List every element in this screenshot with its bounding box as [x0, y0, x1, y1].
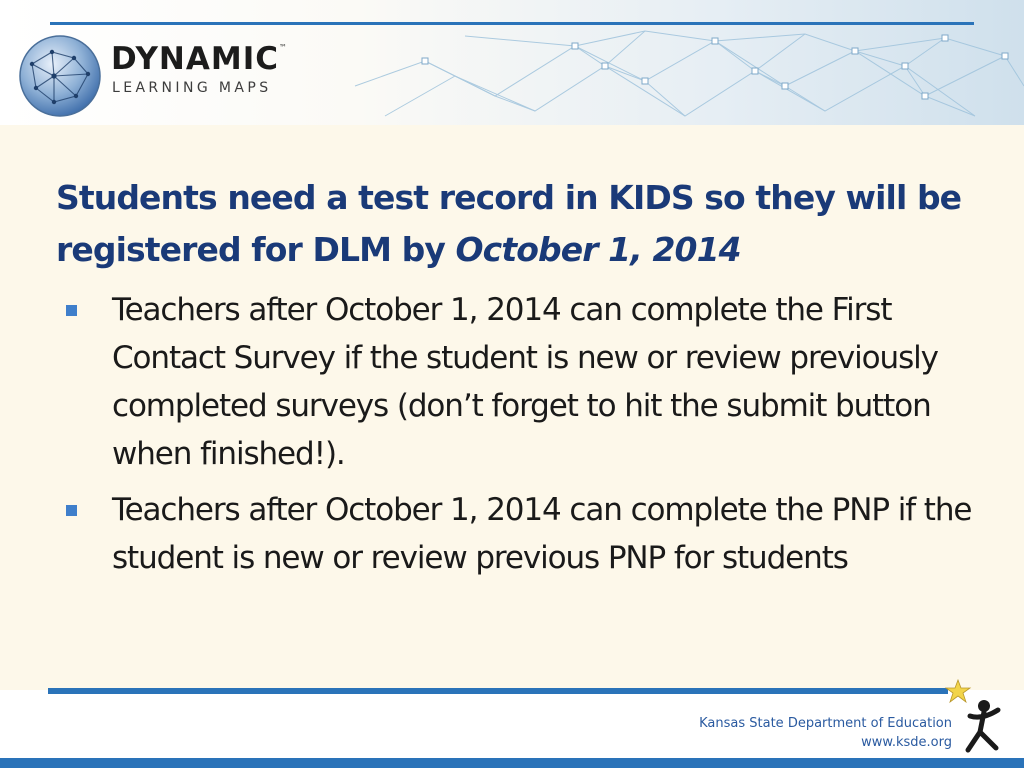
footer-credit — [699, 714, 952, 752]
dlm-logo — [18, 34, 298, 122]
footer-website: www.ksde.org — [861, 735, 952, 750]
bullet-item — [56, 486, 986, 582]
footer-band — [0, 758, 1024, 768]
ksde-logo-icon — [944, 676, 1004, 756]
heading-text: Students need a test record in KIDS so they will be registered for DLM by — [56, 178, 962, 269]
square-bullet-icon — [66, 305, 77, 316]
bullet-item — [56, 286, 986, 478]
network-graphic — [345, 26, 1024, 126]
bottom-rule — [48, 688, 948, 694]
bullet-text: Teachers after October 1, 2014 can complete the PNP if the student is new or review previous PNP for students — [112, 492, 972, 576]
slide-heading — [56, 172, 996, 276]
top-rule — [50, 22, 974, 25]
globe-icon — [18, 34, 102, 118]
footer-organization: Kansas State Department of Education — [699, 716, 952, 731]
bullet-text: Teachers after October 1, 2014 can complete the First Contact Survey if the student is new or review previously completed surveys (don’t forget to hit the submit button when finished!). — [112, 292, 938, 472]
logo-subtitle: LEARNING MAPS — [112, 80, 272, 96]
logo-title: DYNAMIC™ — [111, 41, 288, 77]
bullet-list — [56, 286, 986, 590]
heading-date: October 1, 2014 — [455, 230, 741, 269]
trademark-mark: ™ — [279, 43, 288, 52]
square-bullet-icon — [66, 505, 77, 516]
